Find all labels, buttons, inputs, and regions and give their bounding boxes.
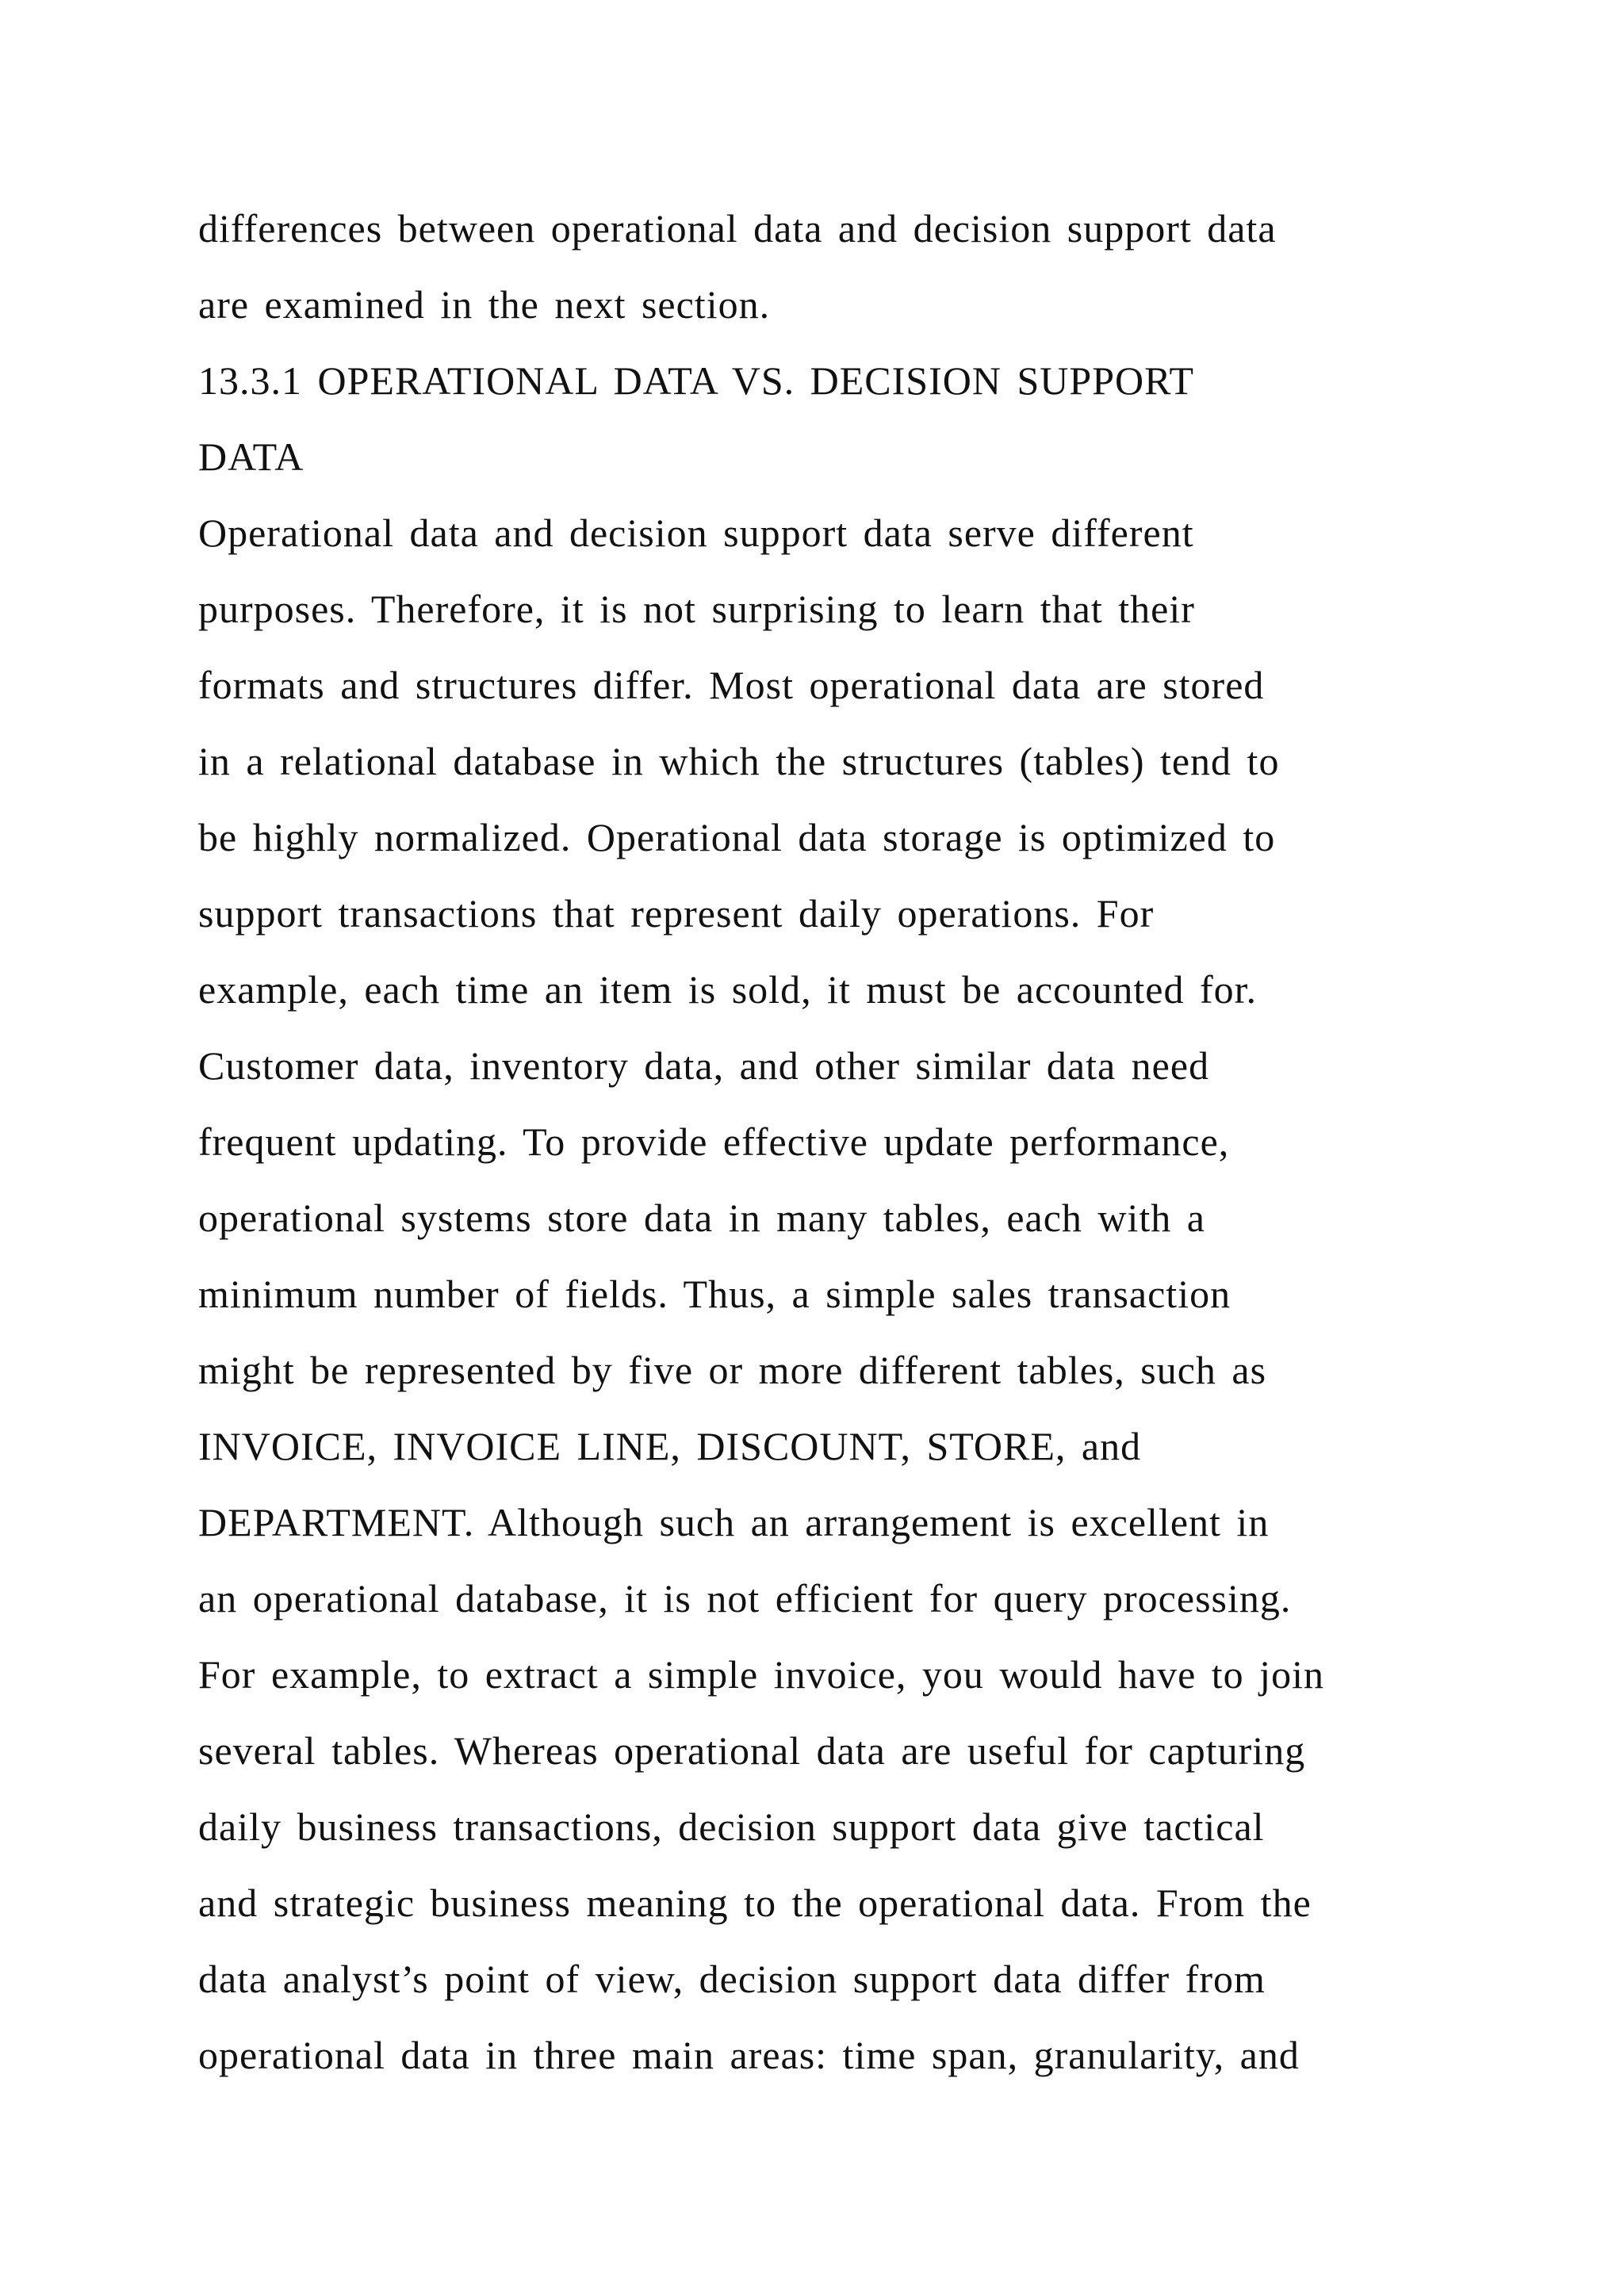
text-line: support transactions that represent daily operations. For: [198, 891, 1155, 936]
text-line: and strategic business meaning to the operational data. From the: [198, 1881, 1312, 1925]
text-line: daily business transactions, decision support data give tactical: [198, 1804, 1265, 1849]
text-line: be highly normalized. Operational data storage is optimized to: [198, 815, 1276, 859]
text-line: For example, to extract a simple invoice, you would have to join: [198, 1652, 1324, 1697]
body-text: [198, 190, 1451, 2093]
text-line: an operational database, it is not efficient for query processing.: [198, 1576, 1292, 1621]
section-heading-continued: DATA: [198, 434, 304, 479]
text-line: operational systems store data in many tables, each with a: [198, 1196, 1205, 1240]
text-line: frequent updating. To provide effective update performance,: [198, 1119, 1230, 1164]
text-line: data analyst’s point of view, decision support data differ from: [198, 1957, 1266, 2001]
text-line: example, each time an item is sold, it must be accounted for.: [198, 967, 1257, 1012]
text-line: are examined in the next section.: [198, 282, 771, 327]
text-line: Operational data and decision support data serve different: [198, 511, 1194, 555]
text-line: several tables. Whereas operational data are useful for capturing: [198, 1728, 1306, 1773]
text-line: might be represented by five or more different tables, such as: [198, 1348, 1267, 1392]
text-line: DEPARTMENT. Although such an arrangement is excellent in: [198, 1500, 1270, 1544]
text-line: in a relational database in which the structures (tables) tend to: [198, 739, 1280, 783]
text-line: operational data in three main areas: time span, granularity, and: [198, 2033, 1300, 2077]
text-line: Customer data, inventory data, and other similar data need: [198, 1043, 1210, 1088]
text-line: differences between operational data and decision support data: [198, 206, 1277, 251]
text-line: formats and structures differ. Most operational data are stored: [198, 663, 1265, 707]
text-line: INVOICE, INVOICE LINE, DISCOUNT, STORE, and: [198, 1424, 1142, 1468]
section-heading: 13.3.1 OPERATIONAL DATA VS. DECISION SUPPORT: [198, 358, 1195, 403]
text-line: minimum number of fields. Thus, a simple sales transaction: [198, 1272, 1231, 1316]
text-line: purposes. Therefore, it is not surprising to learn that their: [198, 587, 1195, 631]
